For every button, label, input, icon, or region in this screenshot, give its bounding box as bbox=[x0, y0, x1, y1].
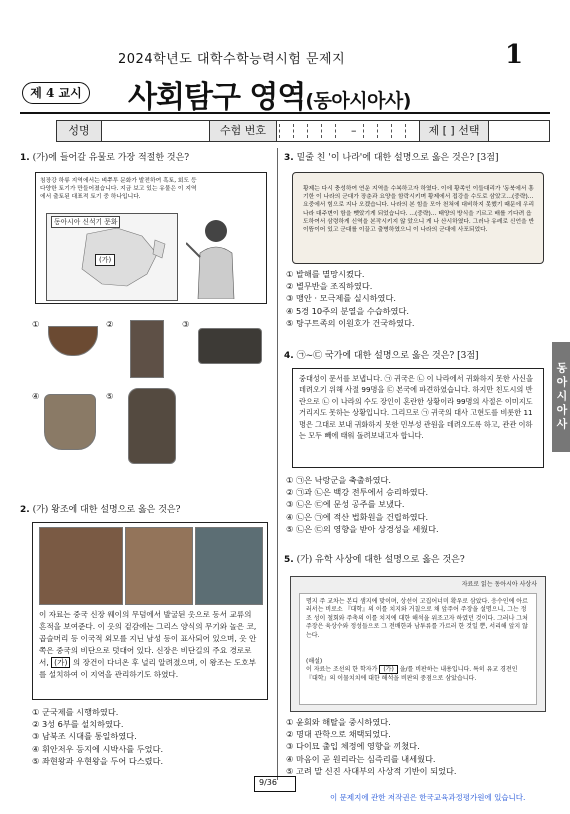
question-3-passage-scroll bbox=[292, 172, 544, 264]
question-5-book-figure bbox=[290, 576, 546, 712]
question-3-text: 밑줄 친 '이 나라'에 대한 설명으로 옳은 것은? [3점] bbox=[296, 153, 499, 163]
name-label: 성명 bbox=[57, 121, 102, 141]
map-title: 동아시아 신석기 문화 bbox=[51, 216, 120, 228]
q1-option-5-image[interactable] bbox=[128, 388, 176, 464]
book-title: 자료로 읽는 동아시아 사상사 bbox=[461, 581, 537, 588]
header-rule bbox=[20, 112, 550, 114]
q4-option-2[interactable]: ② ㉠과 ㉡은 백강 전투에서 승리하였다. bbox=[286, 487, 429, 498]
map-marker: (가) bbox=[95, 254, 115, 266]
textile-image-1 bbox=[39, 527, 123, 605]
question-5-number: 5. bbox=[284, 555, 294, 565]
question-1-number: 1. bbox=[20, 153, 30, 163]
textile-image-3 bbox=[195, 527, 263, 605]
q1-option-2-label[interactable]: ② bbox=[106, 319, 114, 329]
copyright-notice: 이 문제지에 관한 저작권은 한국교육과정평가원에 있습니다. bbox=[330, 793, 526, 802]
q3-option-1[interactable]: ① 발해를 멸망시켰다. bbox=[286, 269, 365, 279]
q1-option-3-image[interactable] bbox=[198, 328, 262, 364]
question-4-options bbox=[286, 474, 536, 535]
question-3-options bbox=[286, 268, 536, 329]
q2-option-2[interactable]: ② 3성 6부를 설치하였다. bbox=[32, 719, 124, 730]
exam-title: 2024학년도 대학수학능력시험 문제지 bbox=[118, 52, 346, 67]
q3-option-2[interactable]: ② 별무반을 조직하였다. bbox=[286, 281, 373, 292]
q1-option-4-label[interactable]: ④ bbox=[32, 391, 40, 401]
exam-no-field[interactable] bbox=[275, 121, 415, 141]
question-5-passage: 명지 주 교차는 본디 샘지에 맞이며, 상선이 고집어너미 확우로 삼았다. 응수인에 아르러서는 비로소 『대학』의 이를 치지와 거칠으로 채 앞주어 주장을 설명으니, 그는 정조 성이 철회와 주축의 이를 치지에 대한 해석을 위조고자 하였던 것이다. 그러나 그처 주장은 육상수와 정성들으로 그 전배한과 남투류를 가르러 한 것일 뿐, 서리해 앞지 않는다. bbox=[306, 598, 528, 639]
question-2-passage: 이 자료는 중국 신장 웨이의 무덤에서 발굴된 옷으로 동서 교류의 흔적을 보여준다. 이 옷의 겉감에는 그리스 양식의 무기와 놀은 코, 곱슬머리 등 이국적 외모를 지닌 남성 등이 표사되어 있으며, 옷 안쪽은 중국의 비단으로 덧대어 있다. 신장은 비단길의 주요 경로로서, (가) 의 장건이 다녀온 후 널리 알려졌으며, 이 왕조는 도호부를 설치하여 이 지역을 관리하기도 하였다. bbox=[39, 610, 257, 679]
q1-option-5-label[interactable]: ⑤ bbox=[106, 391, 114, 401]
name-field[interactable] bbox=[101, 121, 210, 141]
q3-option-4[interactable]: ④ 5경 10주의 분열을 수습하였다. bbox=[286, 305, 409, 316]
q2-option-4[interactable]: ④ 휘안저우 등지에 시박사를 두었다. bbox=[32, 743, 164, 754]
question-3-stem bbox=[284, 152, 550, 165]
question-1-figure bbox=[35, 172, 267, 304]
subject-title bbox=[128, 72, 411, 116]
q5-blank: (가) bbox=[379, 665, 397, 674]
q1-option-1-image[interactable] bbox=[48, 326, 98, 356]
q5-option-1[interactable]: ① 윤회와 해탈을 중시하였다. bbox=[286, 717, 391, 727]
question-3-number: 3. bbox=[284, 153, 294, 163]
exam-no-dash: – bbox=[351, 124, 357, 137]
question-4-passage-box bbox=[292, 368, 544, 468]
q3-option-3[interactable]: ③ 맹안 · 모극제를 실시하였다. bbox=[286, 293, 396, 304]
page-count-box bbox=[254, 776, 296, 792]
q5-option-3[interactable]: ③ 다이묘 출입 체정에 영향을 끼쳤다. bbox=[286, 741, 420, 752]
question-4-passage: 중대성이 문서를 보냅니다. ㉠ 귀국은 ㉡ 이 나라에서 귀화하지 못한 사신을 데려오기 위해 사절 99명을 ㉢ 본국에 파견하였습니다. 하지만 친도시의 반란으로 ㉡ 이 나라의 수도 장인이 혼란한 상황이라 99명의 사절은 이미지도 거리지도 못하는 상황입니다. 그리므로 ㉠ 귀국의 대사 고현도를 비롯한 11명은 그대로 보내 귀화하지 못한 민부성 관원을 데려오도록 하고, 관관 이하는 모두 빼에 태워 돌려보내고자 합니다. bbox=[299, 374, 533, 441]
question-2-passage-box bbox=[32, 522, 268, 700]
question-1-stem bbox=[20, 152, 270, 165]
q5-option-5[interactable]: ⑤ 고려 말 신진 사대부의 사상적 기반이 되었다. bbox=[286, 765, 457, 776]
question-5-options bbox=[286, 716, 546, 777]
q4-option-1[interactable]: ① ㉠은 낙랑군을 축출하였다. bbox=[286, 475, 392, 485]
question-1-text: (가)에 들어갈 유물로 가장 적절한 것은? bbox=[32, 153, 190, 163]
q2-blank: (가) bbox=[51, 657, 70, 668]
subject-side-tab: 동아시아사 bbox=[552, 342, 570, 452]
question-1-speech: 침장강 하류 지역에서는 벼쭈투 문화가 발전하여 흑토, 회도 등 다양한 토기가 만들어졌습니다. 지금 보고 있는 유물은 이 지역에서 출토된 대표적 토기 중 하나입니다. bbox=[40, 178, 197, 200]
q4-option-3[interactable]: ③ ㉡은 ㉢에 문성 공주를 보냈다. bbox=[286, 499, 405, 510]
q1-option-1-label[interactable]: ① bbox=[32, 319, 40, 329]
question-5-stem bbox=[284, 554, 550, 567]
presenter-figure bbox=[186, 213, 246, 299]
subject-main: 사회탐구 영역 bbox=[128, 80, 306, 115]
page-number: 1 bbox=[505, 40, 524, 70]
question-5-commentary: (해설) 이 자료는 조선의 한 학자가 (가) 을/를 비판하는 내용입니다. 특히 유교 경전인 『대학』의 이물치치에 대한 해석을 비판의 중점으로 삼았습니다. bbox=[306, 658, 518, 682]
book-page bbox=[299, 593, 537, 705]
question-5-text: (가) 유학 사상에 대한 설명으로 옳은 것은? bbox=[296, 555, 465, 565]
choice-label: 제 [ ] 선택 bbox=[419, 121, 489, 141]
q4-option-4[interactable]: ④ ㉡은 ㉠에 적산 법화원을 건립하였다. bbox=[286, 511, 429, 522]
q3-option-5[interactable]: ⑤ 탕구트족의 이원호가 건국하였다. bbox=[286, 317, 415, 328]
question-2-options bbox=[32, 706, 268, 767]
exam-no-label: 수험 번호 bbox=[209, 121, 277, 141]
question-2-text: (가) 왕조에 대한 설명으로 옳은 것은? bbox=[32, 505, 181, 515]
q1-option-2-image[interactable] bbox=[130, 320, 164, 378]
subject-sub: (동아시아사) bbox=[305, 90, 411, 112]
page-count: 9/36 bbox=[259, 778, 277, 787]
q2-option-5[interactable]: ⑤ 좌현왕과 우현왕을 두어 다스렸다. bbox=[32, 755, 164, 766]
q5-option-4[interactable]: ④ 마음이 곧 원리라는 심즉리를 내세웠다. bbox=[286, 753, 436, 764]
candidate-info-bar bbox=[56, 120, 550, 142]
textile-image-2 bbox=[125, 527, 193, 605]
q1-option-4-image[interactable] bbox=[44, 394, 96, 450]
question-2-number: 2. bbox=[20, 505, 30, 515]
question-4-number: 4. bbox=[284, 351, 294, 361]
session-label: 제 4 교시 bbox=[22, 82, 90, 104]
q5-option-2[interactable]: ② 명대 관학으로 채택되었다. bbox=[286, 729, 391, 740]
q4-option-5[interactable]: ⑤ ㉡은 ㉢의 영향을 받아 상경성을 세웠다. bbox=[286, 523, 439, 534]
question-4-stem bbox=[284, 350, 550, 363]
question-3-passage: 황제는 다시 충성하여 연운 지역을 수복하고자 하였다. 이에 황족인 이들대리가 '동북에서 흥기한 이 나라의 군대가 장춘과 요양을 함락시키며 황제에서 접강을 수도로 삼았고…(중략)… 요중에서 힘으로 지나 오겠습니다. 나라의 본 힘을 모아 천쳐에 대비하지 못했기 때문에 우리 나라 대주변이 함을 뺏았기게 되었습니다. …(중략)… 태양의 방식을 기르고 배를 기다려 읍도하여서 삼령하게 신역을 본작시키지 않 았으니 게 나 산시하였다. 그러나 유레로 신언을 반이뜸이어 있고 군대를 이끌고 출병하였으니 이 나라의 군대에 사포되었다. bbox=[303, 186, 535, 234]
q1-option-3-label[interactable]: ③ bbox=[182, 319, 190, 329]
column-divider bbox=[277, 148, 278, 780]
question-2-stem bbox=[20, 504, 270, 517]
neolithic-map bbox=[46, 213, 178, 301]
question-4-text: ㉠~㉢ 국가에 대한 설명으로 옳은 것은? [3점] bbox=[296, 351, 479, 361]
q2-option-3[interactable]: ③ 남북조 시대를 통일하였다. bbox=[32, 731, 137, 742]
q2-option-1[interactable]: ① 군국제를 시행하였다. bbox=[32, 707, 119, 717]
